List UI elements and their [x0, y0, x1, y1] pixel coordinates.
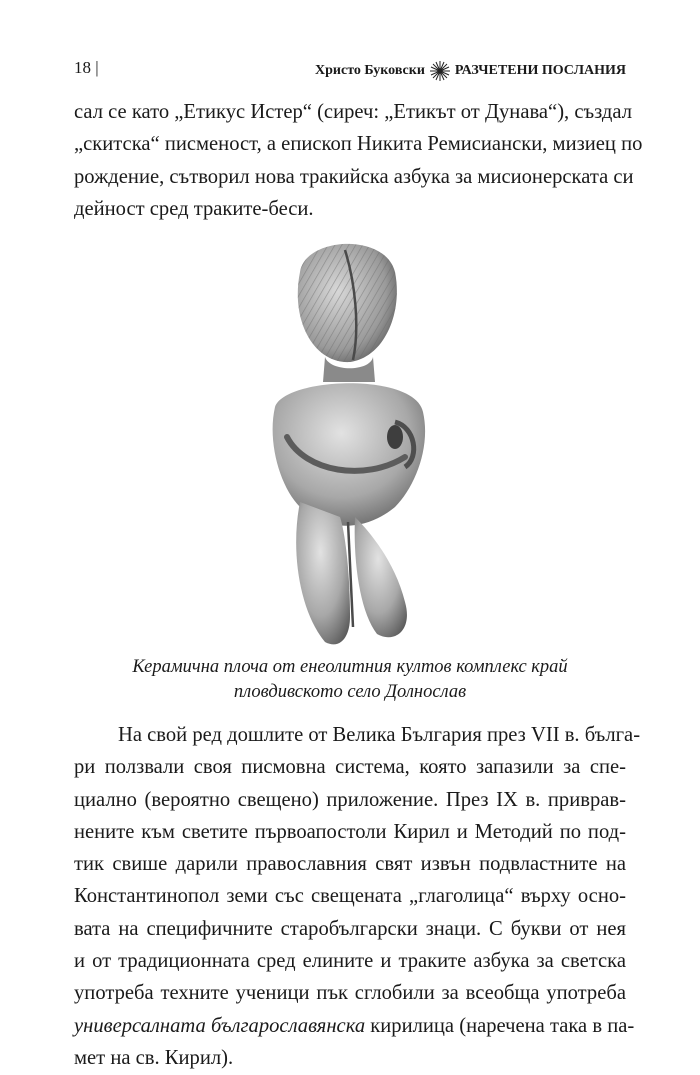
text-line: вата на специфичните старобългарски знаци. С букви от нея	[74, 917, 626, 940]
text-line: дейност сред траките-беси.	[74, 197, 314, 220]
paragraph-1	[74, 96, 643, 225]
ceramic-figurine-photo	[245, 232, 455, 650]
text-line: сал се като „Етикус Истер“ (сиреч: „Етикът от Дунава“), създал	[74, 101, 632, 123]
text-line: тик свише дарили православния свят извън подвластните на	[74, 853, 626, 876]
text-line: рождение, сътворил нова тракийска азбука за мисионерската си	[74, 165, 634, 188]
text-line	[74, 1010, 635, 1042]
text-line: „скитска“ писменост, а епископ Никита Ремисиански, мизиец по	[74, 133, 643, 156]
text-line: циално (вероятно свещено) приложение. През IX в. приврав-	[74, 788, 626, 811]
page-number: 18 |	[74, 58, 99, 77]
header-author: Христо Буковски	[315, 63, 425, 78]
text-line: мет на св. Кирил).	[74, 1046, 234, 1069]
star-ornament-icon	[429, 60, 451, 82]
text-line-rest: кирилица (наречена така в па-	[365, 1014, 635, 1037]
text-line: Константинопол земи със свещената „глаголица“ върху осно-	[74, 885, 626, 908]
italic-term: универсалната българославянска	[74, 1014, 366, 1037]
caption-line: Керамична плоча от енеолитния култов комплекс край	[132, 657, 568, 677]
text-line: На свой ред дошлите от Велика България през VII в. бълга-	[118, 724, 641, 746]
caption-line: пловдивското село Долнослав	[233, 682, 467, 702]
running-header	[74, 58, 626, 82]
header-book-title: РАЗЧЕТЕНИ ПОСЛАНИЯ	[454, 63, 626, 78]
text-line: нените към светите първоапостоли Кирил и Методий по под-	[74, 820, 626, 843]
text-line: и от традиционната сред елините и траките азбука за светска	[74, 950, 626, 973]
paragraph-2	[74, 719, 641, 1074]
header-title-group	[315, 60, 626, 82]
text-line: ри ползвали своя писмовна система, която запазили за спе-	[74, 756, 626, 779]
figure-caption	[74, 655, 626, 705]
text-line: употреба техните ученици пък сглобили за всеобща употреба	[74, 982, 626, 1005]
